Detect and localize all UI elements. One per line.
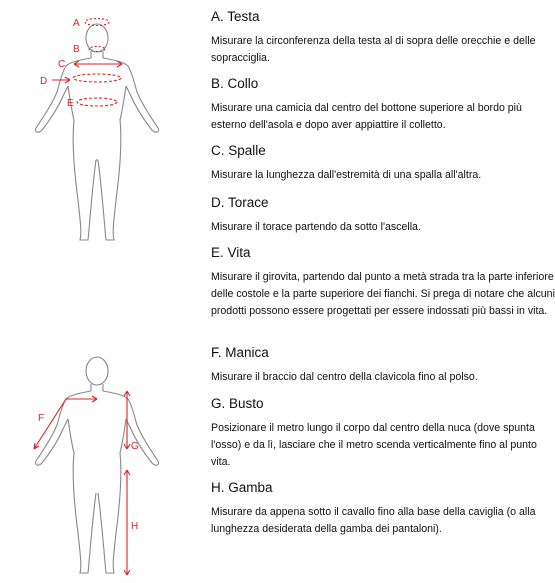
front-body-figure <box>0 0 200 250</box>
label-h: H <box>131 521 139 532</box>
section-title: B. Collo <box>211 76 259 91</box>
section-collo <box>211 75 555 134</box>
back-measure-lines <box>34 391 130 575</box>
label-b: B <box>73 44 80 55</box>
section-spalle <box>211 142 555 184</box>
section-description: Misurare il girovita, partendo dal punto a metà strada tra la parte inferiore delle costole e la parte superiore dei fianchi. Si prega di notare che alcuni prodotti possono essere progettati per essere indossati più bassi in vita. <box>211 271 555 317</box>
section-description: Posizionare il metro lungo il corpo dal centro della nuca (dove spunta l'osso) e da lì, lasciare che il metro scenda verticalmente fino al punto vita. <box>211 422 537 468</box>
section-busto <box>211 395 555 471</box>
label-e: E <box>67 98 74 109</box>
section-gamba <box>211 479 555 538</box>
label-a: A <box>73 18 80 29</box>
section-description: Misurare la circonferenza della testa al di sopra delle orecchie e delle sopracciglia. <box>211 35 536 64</box>
label-c: C <box>58 59 66 70</box>
label-f: F <box>38 413 45 424</box>
back-body-diagram <box>0 345 200 583</box>
section-vita <box>211 244 555 320</box>
section-description: Misurare da appena sotto il cavallo fino alla base della caviglia (o alla lunghezza desiderata della gamba dei pantaloni). <box>211 506 536 535</box>
section-testa <box>211 8 555 67</box>
section-title: F. Manica <box>211 345 269 360</box>
back-body-figure <box>0 345 200 583</box>
back-body-outline <box>35 357 158 573</box>
section-description: Misurare il braccio dal centro della clavicola fino al polso. <box>211 371 478 383</box>
front-body-diagram <box>0 0 200 250</box>
section-title: C. Spalle <box>211 143 266 158</box>
section-title: H. Gamba <box>211 480 273 495</box>
front-body-outline <box>35 24 158 240</box>
section-description: Misurare la lunghezza dall'estremità di una spalla all'altra. <box>211 169 482 181</box>
section-title: A. Testa <box>211 9 260 24</box>
section-manica <box>211 344 555 386</box>
section-title: G. Busto <box>211 396 264 411</box>
label-g: G <box>131 441 139 452</box>
section-torace <box>211 194 555 236</box>
label-d: D <box>40 76 48 87</box>
section-description: Misurare una camicia dal centro del bottone superiore al bordo più esterno dell'asola e dopo aver appiattire il colletto. <box>211 102 522 131</box>
section-title: D. Torace <box>211 195 269 210</box>
section-title: E. Vita <box>211 245 251 260</box>
section-description: Misurare il torace partendo da sotto l'ascella. <box>211 221 421 233</box>
